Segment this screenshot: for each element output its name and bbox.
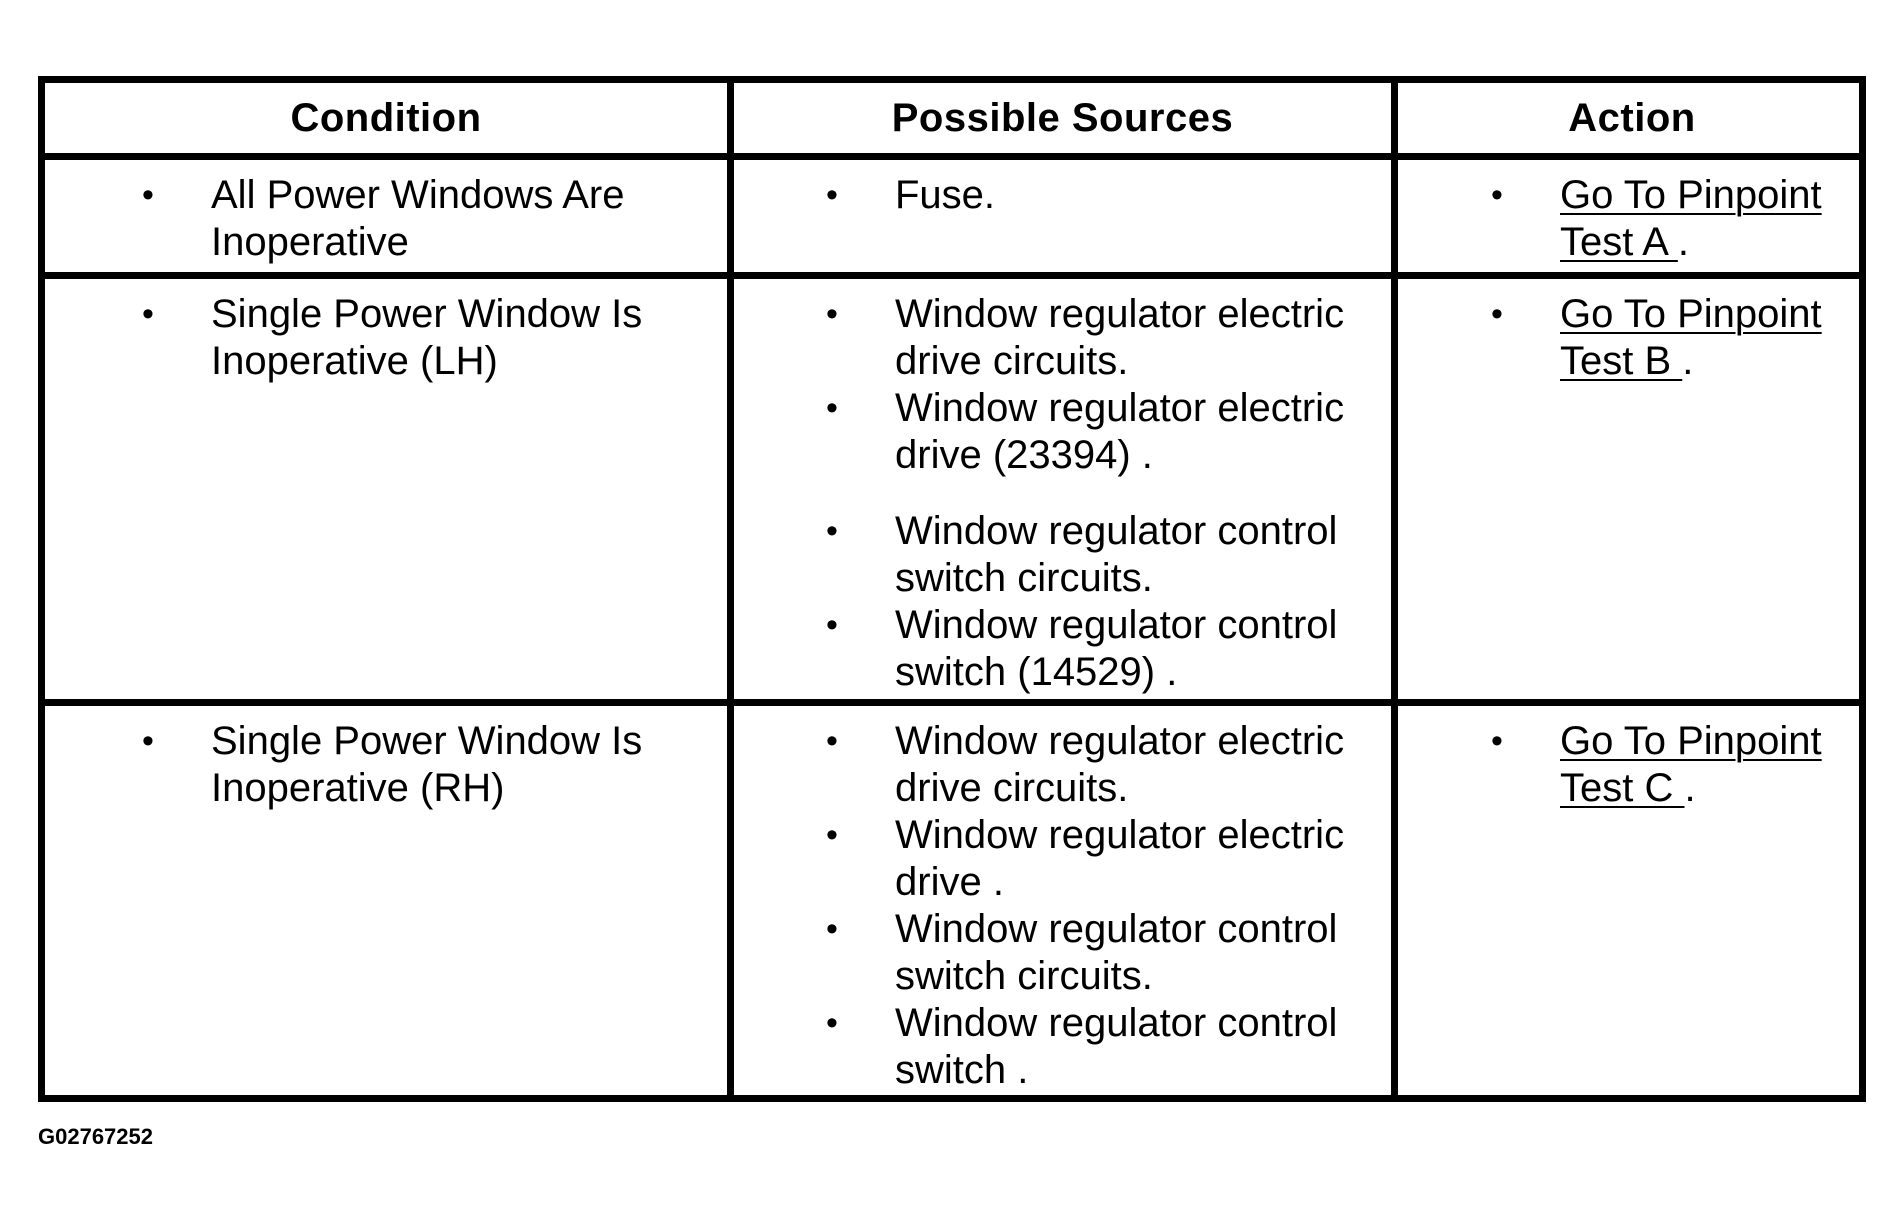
bullet-icon: • [826,910,838,948]
header-action: Action [1568,95,1696,140]
bullet-icon: • [826,176,838,214]
bullet-icon: • [1491,722,1503,760]
list-item [1482,718,1852,812]
row-1-action-cell [1482,172,1852,266]
pinpoint-test-a-link[interactable]: Go To Pinpoint Test A [1560,173,1822,264]
link-suffix: . [1677,220,1689,264]
list-item [1482,172,1852,266]
diagnostic-table [38,76,1866,1102]
row-3-sources-cell [817,718,1357,1094]
bullet-icon: • [142,722,154,760]
row-3-condition-cell [133,718,693,812]
list-item [817,172,1357,219]
header-possible-sources: Possible Sources [891,95,1234,140]
source-text: Window regulator electric drive circuits. [895,719,1345,810]
column-divider [1391,83,1398,1095]
condition-text: Single Power Window Is Inoperative (RH) [211,719,643,810]
list-item [133,718,693,812]
list-item [817,385,1357,479]
figure-id: G02767252 [38,1124,153,1149]
row-divider [45,699,1859,706]
bullet-icon: • [142,295,154,333]
bullet-icon: • [826,606,838,644]
condition-text: Single Power Window Is Inoperative (LH) [211,292,643,383]
row-1-sources-cell [817,172,1357,219]
source-text: Window regulator electric drive . [895,813,1345,904]
row-1-condition-cell [133,172,693,266]
list-item [817,812,1357,906]
list-item [133,291,693,385]
row-2-sources-cell [817,291,1357,696]
pinpoint-test-c-link[interactable]: Go To Pinpoint Test C [1560,719,1822,810]
list-item [1482,291,1852,385]
row-2-action-cell [1482,291,1852,385]
source-text: Window regulator electric drive circuits. [895,292,1345,383]
list-item [817,1000,1357,1094]
bullet-icon: • [1491,176,1503,214]
bullet-icon: • [826,295,838,333]
list-item [817,508,1357,602]
bullet-icon: • [826,722,838,760]
source-text: Fuse. [895,173,996,217]
source-text: Window regulator control switch (14529) . [895,603,1338,694]
link-suffix: . [1682,339,1694,383]
list-item [817,906,1357,1000]
row-3-action-cell [1482,718,1852,812]
column-divider [727,83,734,1095]
header-condition: Condition [290,95,482,140]
bullet-icon: • [826,512,838,550]
list-item [817,718,1357,812]
row-divider [45,272,1859,279]
bullet-icon: • [142,176,154,214]
bullet-icon: • [826,1004,838,1042]
row-divider [45,153,1859,160]
pinpoint-test-b-link[interactable]: Go To Pinpoint Test B [1560,292,1822,383]
list-item [133,172,693,266]
source-text: Window regulator control switch . [895,1001,1338,1092]
bullet-icon: • [826,389,838,427]
source-text: Window regulator control switch circuits. [895,509,1338,600]
bullet-icon: • [826,816,838,854]
list-item [817,602,1357,696]
condition-text: All Power Windows Are Inoperative [211,173,625,264]
link-suffix: . [1684,766,1696,810]
row-2-condition-cell [133,291,693,385]
bullet-icon: • [1491,295,1503,333]
source-text: Window regulator control switch circuits. [895,907,1338,998]
list-item [817,291,1357,385]
source-text: Window regulator electric drive (23394) . [895,386,1345,477]
